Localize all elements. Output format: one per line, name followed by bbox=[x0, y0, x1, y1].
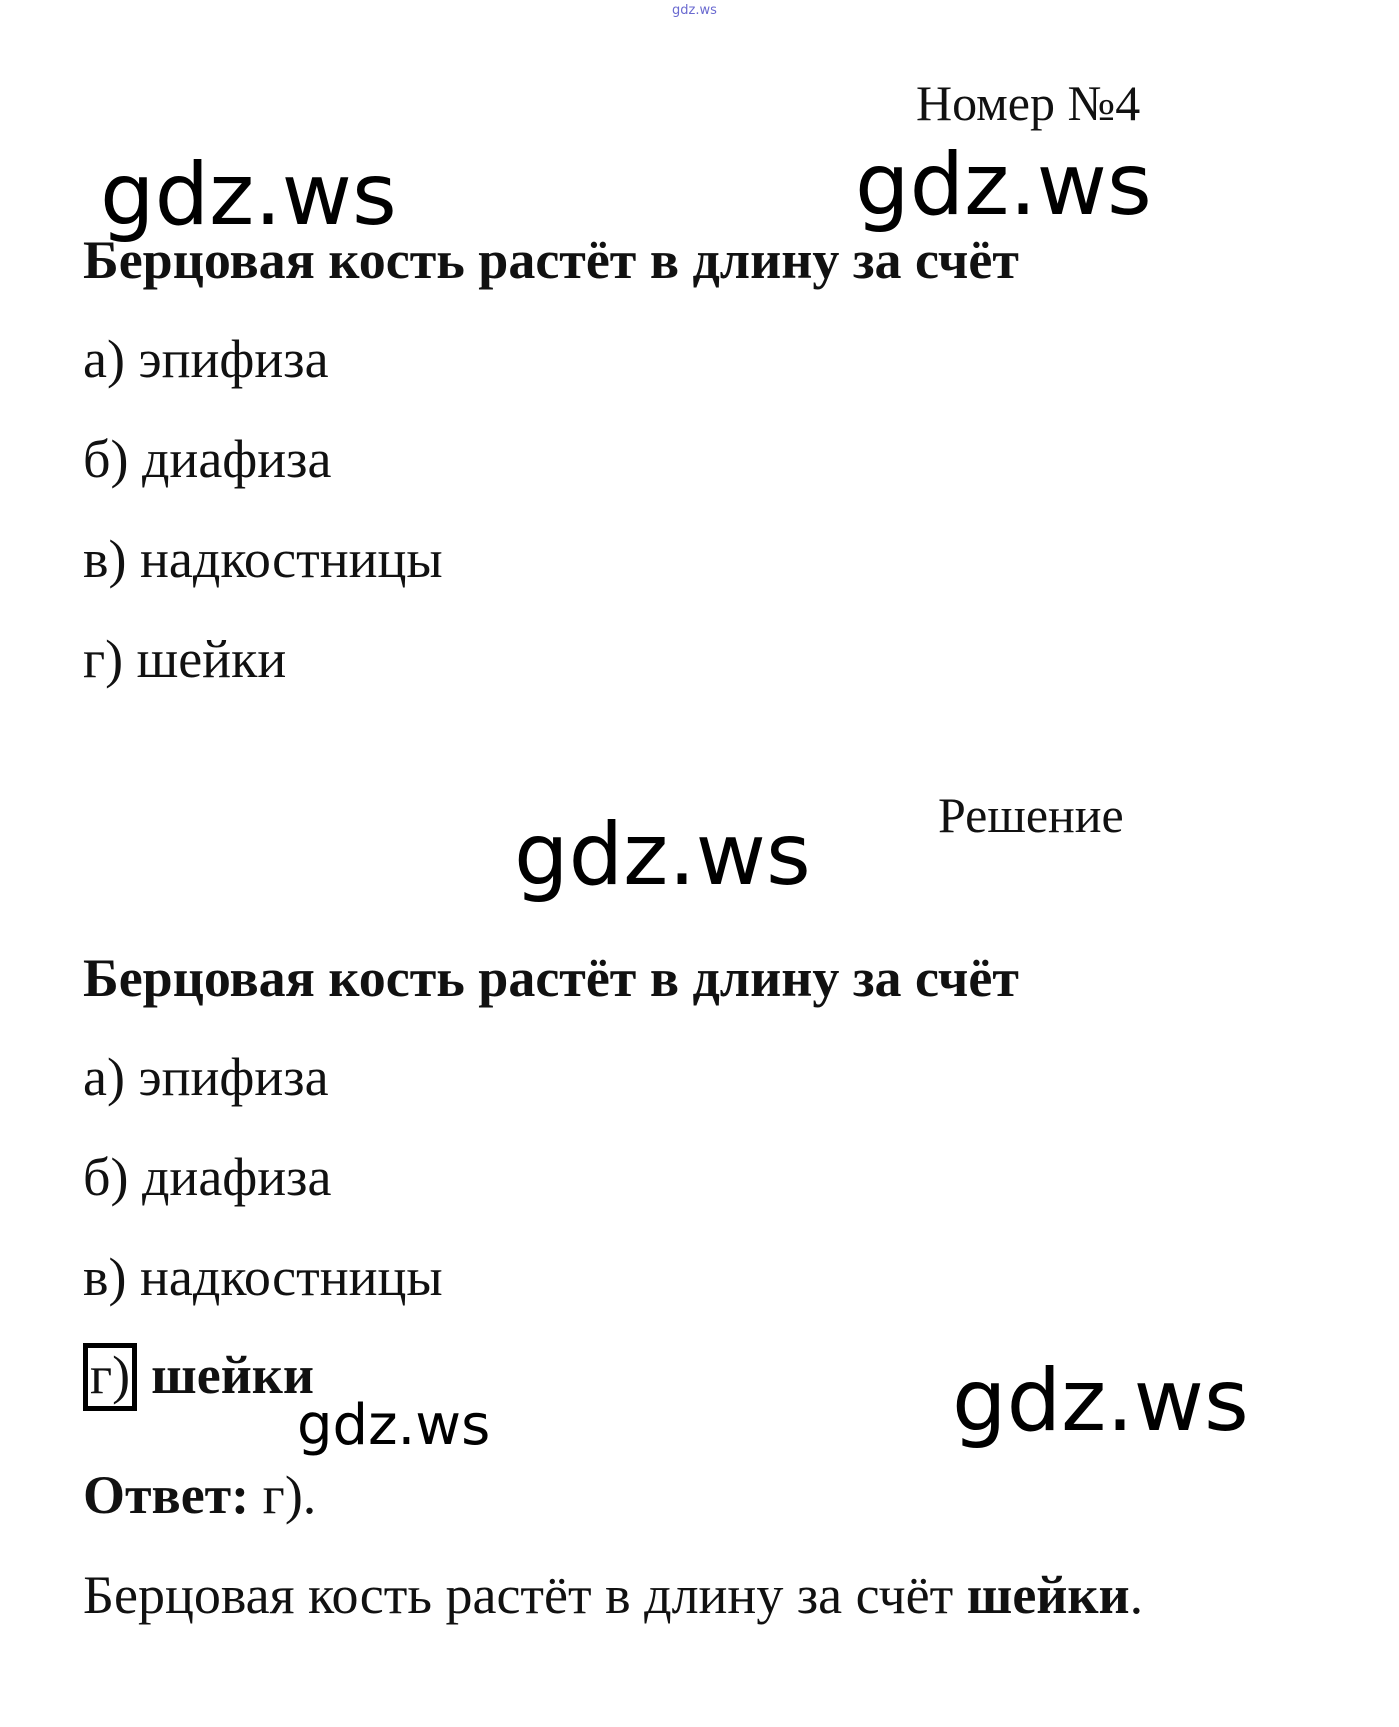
task-option-a: а) эпифиза bbox=[83, 329, 329, 389]
task-option-d: г) шейки bbox=[83, 629, 287, 689]
watermark-lower-small: gdz.ws bbox=[297, 1393, 491, 1458]
solution-option-c: в) надкостницы bbox=[83, 1247, 443, 1307]
conclusion-line bbox=[83, 1565, 1144, 1625]
answer-line bbox=[83, 1465, 317, 1525]
solution-selected-option bbox=[83, 1343, 314, 1411]
watermark-right-top: gdz.ws bbox=[855, 135, 1152, 235]
conclusion-text: Берцовая кость растёт в длину за счёт bbox=[83, 1565, 954, 1625]
solution-title: Решение bbox=[938, 787, 1124, 843]
watermark-center: gdz.ws bbox=[514, 805, 811, 905]
solution-question: Берцовая кость растёт в длину за счёт bbox=[83, 948, 1019, 1008]
task-option-c: в) надкостницы bbox=[83, 529, 443, 589]
task-option-b: б) диафиза bbox=[83, 429, 332, 489]
selected-option-text: шейки bbox=[151, 1345, 315, 1405]
task-number-title: Номер №4 bbox=[916, 75, 1141, 131]
selected-option-marker: г) bbox=[83, 1343, 137, 1411]
answer-label: Ответ: bbox=[83, 1465, 250, 1525]
solution-option-a: а) эпифиза bbox=[83, 1047, 329, 1107]
task-question: Берцовая кость растёт в длину за счёт bbox=[83, 230, 1019, 290]
watermark-left-top: gdz.ws bbox=[100, 145, 397, 245]
watermark-top-small: gdz.ws bbox=[672, 3, 717, 18]
conclusion-bold: шейки bbox=[966, 1565, 1130, 1625]
conclusion-end: . bbox=[1129, 1565, 1144, 1625]
watermark-lower-right: gdz.ws bbox=[952, 1351, 1249, 1451]
solution-option-b: б) диафиза bbox=[83, 1147, 332, 1207]
answer-value: г). bbox=[262, 1465, 317, 1525]
